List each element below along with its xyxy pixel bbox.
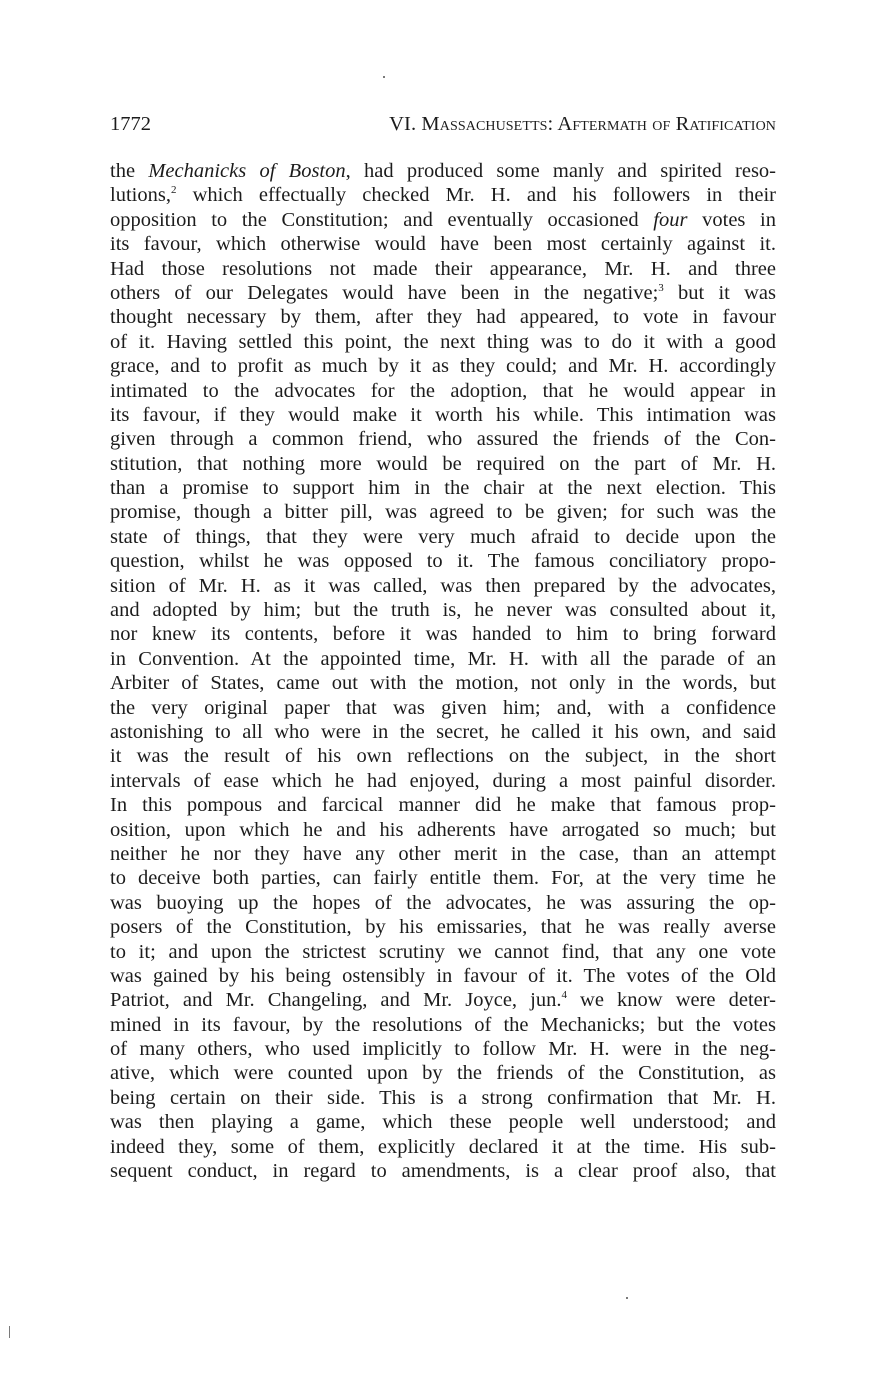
running-head: [110, 111, 776, 137]
text-line: [110, 622, 776, 646]
text-line: [110, 964, 776, 988]
text-run: question, whilst he was opposed to it. The famous conciliatory propo-: [110, 550, 776, 573]
text-line: [110, 891, 776, 915]
text-line: [110, 696, 776, 720]
text-run: was buoying up the hopes of the advocates, he was assuring the op-: [110, 891, 776, 914]
text-run: opposition to the Constitution; and eventually occasioned: [110, 208, 654, 231]
text-run: , had produced some manly and spirited reso-: [345, 160, 776, 182]
text-line: [110, 598, 776, 622]
text-run: but it was: [663, 281, 776, 304]
text-run: Had those resolutions not made their appearance, Mr. H. and three: [110, 257, 776, 280]
text-run: indeed they, some of them, explicitly declared it at the time. His sub-: [110, 1135, 776, 1158]
body-text: [110, 159, 776, 1183]
italic-text: four: [653, 208, 688, 231]
text-run: in Convention. At the appointed time, Mr. H. with all the parade of an: [110, 647, 776, 670]
text-run: being certain on their side. This is a strong confirmation that Mr. H.: [110, 1086, 776, 1109]
text-run: nor knew its contents, before it was handed to him to bring forward: [110, 623, 776, 646]
text-run: sequent conduct, in regard to amendments, is a clear proof also, that: [110, 1160, 776, 1183]
text-line: [110, 1061, 776, 1085]
text-line: [110, 1159, 776, 1183]
text-run: it was the result of his own reflections on the subject, in the short: [110, 745, 776, 768]
text-line: [110, 915, 776, 939]
text-run: its favour, if they would make it worth his while. This intimation was: [110, 403, 776, 426]
text-line: [110, 574, 776, 598]
footnote-marker: 3: [658, 281, 664, 294]
text-line: [110, 549, 776, 573]
print-speck: [626, 1297, 628, 1299]
text-run: Arbiter of States, came out with the motion, not only in the words, but: [110, 672, 776, 695]
text-run: of it. Having settled this point, the next thing was to do it with a good: [110, 330, 776, 353]
text-run: was gained by his being ostensibly in favour of it. The votes of the Old: [110, 964, 776, 987]
text-run: intimated to the advocates for the adoption, that he would appear in: [110, 379, 776, 402]
text-run: we know were deter-: [566, 989, 776, 1012]
text-run: In this pompous and farcical manner did he make that famous prop-: [110, 794, 776, 817]
text-line: [110, 866, 776, 890]
page-number: 1772: [110, 113, 151, 135]
text-line: [110, 354, 776, 378]
text-line: [110, 183, 776, 207]
italic-text: Mechanicks of Boston: [148, 160, 346, 182]
text-line: [110, 427, 776, 451]
text-line: [110, 281, 776, 305]
text-run: of many others, who used implicitly to follow Mr. H. were in the neg-: [110, 1038, 776, 1061]
text-run: to it; and upon the strictest scrutiny we cannot find, that any one vote: [110, 940, 776, 963]
text-run: given through a common friend, who assured the friends of the Con-: [110, 428, 776, 451]
text-line: [110, 1086, 776, 1110]
footnote-marker: 4: [561, 989, 567, 1002]
text-line: [110, 818, 776, 842]
text-line: [110, 232, 776, 256]
text-line: [110, 744, 776, 768]
text-line: [110, 842, 776, 866]
text-line: [110, 769, 776, 793]
text-line: [110, 940, 776, 964]
text-run: osition, upon which he and his adherents have arrogated so much; but: [110, 818, 776, 841]
text-line: [110, 257, 776, 281]
footnote-marker: 2: [170, 184, 177, 197]
text-run: posers of the Constitution, by his emissaries, that he was really averse: [110, 916, 776, 939]
text-run: others of our Delegates would have been in the negative;: [110, 281, 659, 304]
text-run: sition of Mr. H. as it was called, was then prepared by the advocates,: [110, 574, 776, 597]
text-line: [110, 476, 776, 500]
text-run: intervals of ease which he had enjoyed, during a most painful disorder.: [110, 769, 776, 792]
text-run: than a promise to support him in the chair at the next election. This: [110, 477, 776, 500]
text-run: neither he nor they have any other merit in the case, than an attempt: [110, 842, 776, 865]
text-line: [110, 208, 776, 232]
text-run: votes in: [687, 208, 776, 231]
text-line: [110, 452, 776, 476]
text-run: state of things, that they were very much afraid to decide upon the: [110, 525, 776, 548]
text-line: [110, 988, 776, 1012]
text-run: and adopted by him; but the truth is, he never was consulted about it,: [110, 599, 776, 622]
text-line: [110, 1110, 776, 1134]
text-line: [110, 1013, 776, 1037]
text-line: [110, 159, 776, 183]
text-run: the very original paper that was given him; and, with a confidence: [110, 696, 776, 719]
print-speck: [383, 76, 385, 78]
text-run: Patriot, and Mr. Changeling, and Mr. Joyce, jun.: [110, 989, 562, 1012]
text-line: [110, 1135, 776, 1159]
text-line: [110, 720, 776, 744]
text-line: [110, 671, 776, 695]
text-line: [110, 330, 776, 354]
text-run: promise, though a bitter pill, was agreed to be given; for such was the: [110, 501, 776, 524]
text-line: [110, 525, 776, 549]
text-run: mined in its favour, by the resolutions of the Mechanicks; but the votes: [110, 1013, 776, 1036]
text-line: [110, 305, 776, 329]
print-speck: [9, 1326, 10, 1338]
text-run: its favour, which otherwise would have been most certainly against it.: [110, 233, 776, 256]
text-line: [110, 647, 776, 671]
text-line: [110, 793, 776, 817]
section-title: VI. Massachusetts: Aftermath of Ratification: [389, 113, 776, 135]
text-run: ative, which were counted upon by the friends of the Constitution, as: [110, 1062, 776, 1085]
text-run: astonishing to all who were in the secret, he called it his own, and said: [110, 720, 776, 743]
text-line: [110, 379, 776, 403]
text-run: was then playing a game, which these people well understood; and: [110, 1111, 776, 1134]
text-run: the: [110, 160, 149, 182]
text-run: grace, and to profit as much by it as they could; and Mr. H. accordingly: [110, 355, 776, 378]
text-run: thought necessary by them, after they had appeared, to vote in favour: [110, 306, 776, 329]
text-line: [110, 1037, 776, 1061]
text-line: [110, 500, 776, 524]
text-run: lutions,: [110, 184, 171, 207]
text-run: which effectually checked Mr. H. and his followers in their: [176, 184, 776, 207]
text-run: stitution, that nothing more would be required on the part of Mr. H.: [110, 452, 776, 475]
text-run: to deceive both parties, can fairly entitle them. For, at the very time he: [110, 867, 776, 890]
text-line: [110, 403, 776, 427]
